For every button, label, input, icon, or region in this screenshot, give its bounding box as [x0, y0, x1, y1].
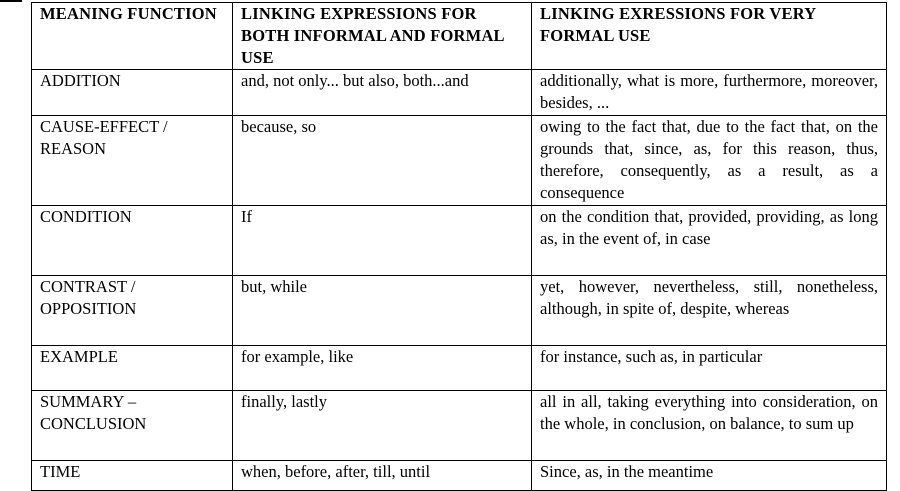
cell-informal-formal: when, before, after, till, until	[233, 461, 532, 491]
table-row-contrast	[32, 276, 887, 346]
header-informal-formal: LINKING EXPRESSIONS FOR BOTH INFORMAL AND FORMAL USE	[233, 3, 532, 70]
cell-very-formal: for instance, such as, in particular	[532, 346, 887, 391]
cell-function: CONTRAST / OPPOSITION	[32, 276, 233, 346]
table-row-example	[32, 346, 887, 391]
table-row-cause-effect	[32, 116, 887, 206]
table-header-row	[32, 3, 887, 70]
cell-informal-formal: and, not only... but also, both...and	[233, 70, 532, 116]
cell-informal-formal: finally, lastly	[233, 391, 532, 461]
cell-very-formal: all in all, taking everything into consideration, on the whole, in conclusion, on balance, to sum up	[532, 391, 887, 461]
cell-very-formal: additionally, what is more, furthermore, moreover, besides, ...	[532, 70, 887, 116]
cell-very-formal: on the condition that, provided, providing, as long as, in the event of, in case	[532, 206, 887, 276]
cell-function: SUMMARY – CONCLUSION	[32, 391, 233, 461]
table-row-condition	[32, 206, 887, 276]
table-row-time	[32, 461, 887, 491]
cell-informal-formal: but, while	[233, 276, 532, 346]
cell-informal-formal: If	[233, 206, 532, 276]
cell-function: TIME	[32, 461, 233, 491]
header-meaning-function: MEANING FUNCTION	[32, 3, 233, 70]
cell-very-formal: yet, however, nevertheless, still, nonetheless, although, in spite of, despite, whereas	[532, 276, 887, 346]
linking-expressions-table	[31, 2, 887, 491]
table-row-addition	[32, 70, 887, 116]
cell-function: CAUSE-EFFECT / REASON	[32, 116, 233, 206]
header-very-formal: LINKING EXRESSIONS FOR VERY FORMAL USE	[532, 3, 887, 70]
cell-informal-formal: because, so	[233, 116, 532, 206]
cell-function: CONDITION	[32, 206, 233, 276]
cell-very-formal: Since, as, in the meantime	[532, 461, 887, 491]
table-row-summary	[32, 391, 887, 461]
cell-function: EXAMPLE	[32, 346, 233, 391]
cell-very-formal: owing to the fact that, due to the fact that, on the grounds that, since, as, for this reason, thus, therefore, consequently, as a result, as a consequence	[532, 116, 887, 206]
corner-mark	[0, 0, 22, 2]
cell-function: ADDITION	[32, 70, 233, 116]
cell-informal-formal: for example, like	[233, 346, 532, 391]
